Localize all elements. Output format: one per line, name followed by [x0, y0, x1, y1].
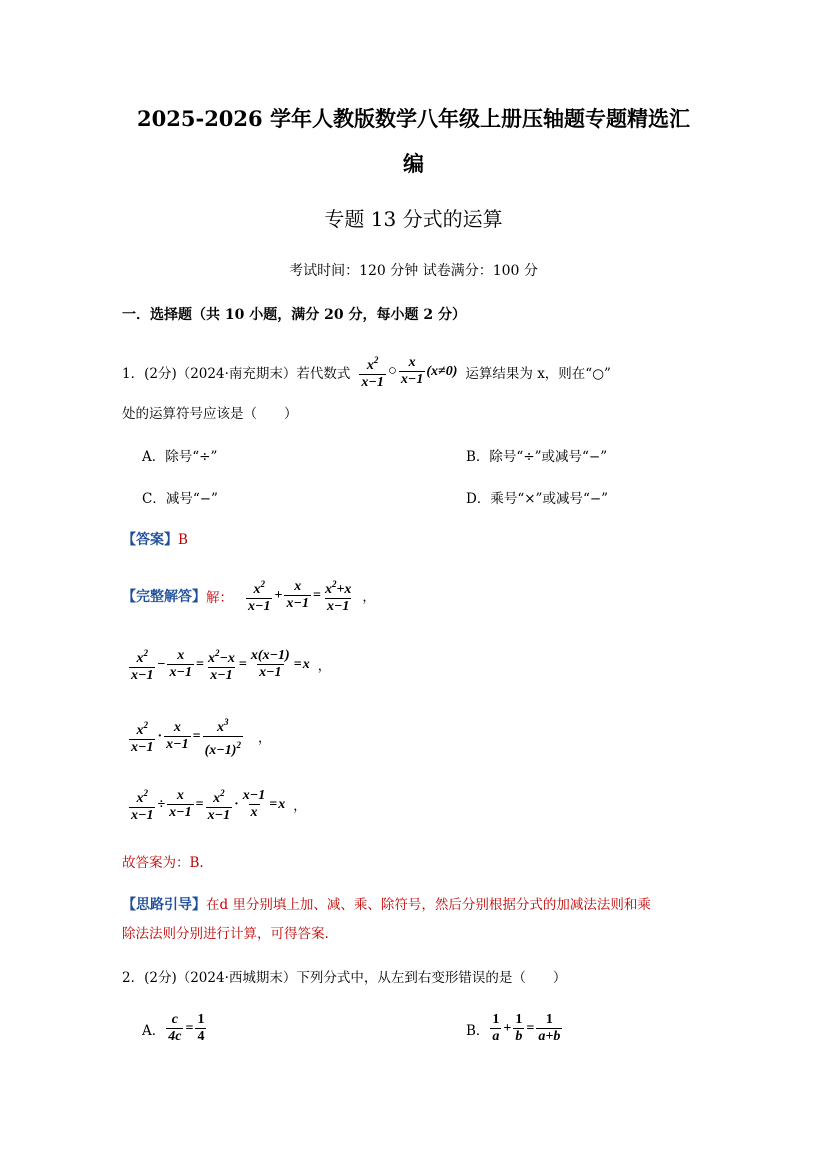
solution-line-sub: $x^2$ x−1 − $\frac{x}{x-1}$ = $\frac{x^2-x}{x-1}$ = $\frac{x(x-1)}{x-1}$ = x ， — [131, 648, 331, 683]
doc-subtitle: 专题 13 分式的运算 — [324, 207, 503, 231]
q1-hint-line2: 除法法则分别进行计算，可得答案. — [122, 926, 329, 942]
q1-prefix: 1．(2分)（2024·南充期末）若代数式 — [122, 365, 351, 382]
doc-title-line2: 编 — [403, 151, 424, 176]
answer-value: B — [178, 532, 188, 548]
q1-option-b[interactable]: B．除号“÷”或减号“−” — [466, 449, 608, 465]
q1-option-a[interactable]: A．除号“÷” — [142, 449, 218, 465]
question-1-stem — [122, 352, 722, 391]
solution-tag: 【完整解答】 — [122, 588, 206, 605]
q1-option-c[interactable]: C．减号“−” — [142, 491, 218, 507]
answer-tag: 【答案】 — [122, 532, 178, 548]
section-heading: 一．选择题（共 10 小题，满分 20 分，每小题 2 分） — [122, 307, 466, 323]
doc-title-line1: 2025-2026 学年人教版数学八年级上册压轴题专题精选汇 — [137, 106, 690, 131]
exam-info: 考试时间：120 分钟 试卷满分：100 分 — [289, 263, 538, 279]
solution-line-div: $\frac{x^2}{x-1}$ ÷ $\frac{x}{x-1}$ = $\frac{x^2}{x-1}$ · $\frac{x-1}{x}$ = x ， — [131, 788, 307, 823]
q2-option-a[interactable]: A． $\frac{c}{4c}$ = $\frac{1}{4}$ — [142, 1012, 205, 1044]
q1-line2: 处的运算符号应该是（ ） — [122, 406, 298, 422]
q1-hint: 【思路引导】在d 里分别填上加、减、乘、除符号，然后分别根据分式的加减法法则和乘 — [122, 897, 651, 913]
q1-option-d[interactable]: D．乘号“×”或减号“−” — [466, 491, 609, 507]
q1-answer — [122, 529, 188, 549]
q2-option-b[interactable]: B． 1 a + $\frac{1}{b}$ = $\frac{1}{a+b}$ — [466, 1012, 561, 1044]
q1-suffix: 运算结果为 x，则在“○” — [465, 365, 611, 382]
question-2-stem: 2．(2分)（2024·西城期末）下列分式中，从左到右变形错误的是（ ） — [122, 970, 567, 986]
solution-line-mul: $x^2$ x−1 · $\frac{x}{x-1}$ = $\frac{x^3}{(x-1)^2}$ ， — [131, 717, 271, 758]
solution-line-add: 【完整解答】 解： $x^2$ x−1 + $\frac{x}{x-1}$ = $\frac{x^2+x}{x-1}$ ， — [122, 579, 376, 614]
hint-tag: 【思路引导】 — [122, 897, 206, 913]
q1-expression: $x^2$ x−1 ○ x x−1 (x≠0) — [361, 355, 458, 390]
q1-conclusion: 故答案为：B. — [122, 855, 204, 871]
